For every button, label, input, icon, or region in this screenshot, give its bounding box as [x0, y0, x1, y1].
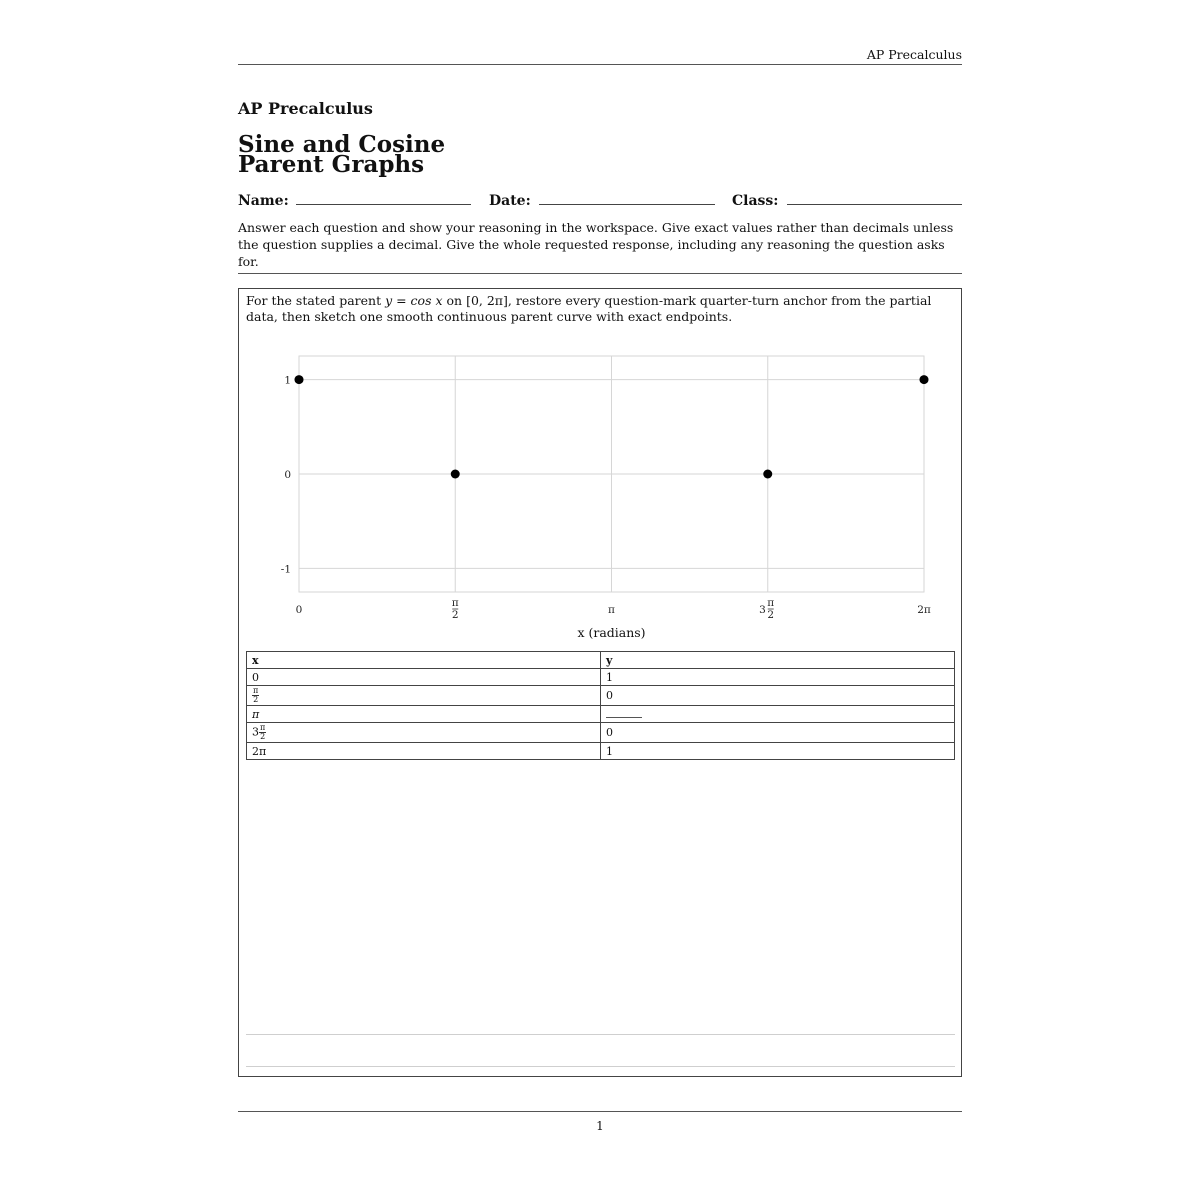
- fraction-denominator: 2: [253, 695, 259, 704]
- x-cell: π: [247, 706, 601, 723]
- table-row: [247, 723, 955, 743]
- y-answer-cell[interactable]: [601, 706, 955, 723]
- x-cell: [247, 723, 601, 743]
- y-cell: 0: [601, 723, 955, 743]
- column-header-x: x: [247, 652, 601, 669]
- data-point: [451, 470, 460, 479]
- y-tick-label: 1: [284, 374, 291, 387]
- x-tick-denominator: 2: [767, 609, 775, 621]
- fraction: [252, 687, 259, 704]
- x-tick-numerator: π: [767, 597, 775, 609]
- fraction-numerator: π: [260, 723, 266, 732]
- fraction-numerator: π: [253, 686, 259, 695]
- values-table: [246, 651, 955, 760]
- fraction: [259, 724, 266, 741]
- title-line-2: Parent Graphs: [238, 151, 425, 178]
- date-field[interactable]: [539, 204, 715, 205]
- prompt-function: y = cos x: [385, 293, 443, 308]
- prompt-text-mid: on: [442, 293, 467, 308]
- workspace-line[interactable]: [246, 1034, 955, 1035]
- prompt-text-start: For the stated parent: [246, 293, 386, 308]
- x-tick-label: π: [608, 604, 615, 616]
- name-label: Name:: [238, 193, 289, 209]
- data-point: [763, 470, 772, 479]
- table-row: [247, 686, 955, 706]
- instructions: Answer each question and show your reasoning in the workspace. Give exact values rather than decimals unless the question supplies a decimal. Give the whole requested response, including any reasoning the question asks for.: [238, 220, 954, 269]
- class-field[interactable]: [787, 204, 962, 205]
- x-tick-label: 2π: [917, 604, 931, 616]
- x-tick-label: 0: [295, 604, 303, 616]
- running-header: AP Precalculus: [866, 47, 962, 62]
- y-cell: 0: [601, 686, 955, 706]
- cosine-graph[interactable]: [239, 289, 961, 644]
- footer-rule: [238, 1111, 962, 1112]
- header-rule: [238, 64, 962, 65]
- x-cell: 0: [247, 669, 601, 686]
- question-box: [238, 288, 962, 1077]
- data-point: [920, 375, 929, 384]
- workspace-line[interactable]: [246, 1066, 955, 1067]
- title-line-1: Sine and Cosine: [238, 131, 446, 158]
- x-cell: [247, 686, 601, 706]
- worksheet-page: [238, 0, 962, 1200]
- student-fields: [238, 193, 962, 213]
- page-title: [238, 131, 446, 178]
- section-rule: [238, 273, 962, 274]
- name-field[interactable]: [296, 204, 471, 205]
- course-name: AP Precalculus: [238, 99, 373, 118]
- fraction-coefficient: 3: [252, 725, 259, 739]
- prompt-text-end: , restore every question-mark quarter-turn anchor from the partial data, then sketch one smooth continuous parent curve with exact endpoints.: [246, 293, 932, 324]
- date-label: Date:: [489, 193, 531, 209]
- y-cell: 1: [601, 669, 955, 686]
- y-cell: 1: [601, 743, 955, 760]
- x-tick-numerator: π: [451, 597, 459, 609]
- table-row: [247, 706, 955, 723]
- y-tick-label: 0: [284, 469, 291, 481]
- y-tick-label: -1: [280, 563, 291, 576]
- answer-blank[interactable]: [606, 707, 642, 718]
- prompt-interval: [0, 2π]: [466, 293, 508, 308]
- x-tick-coefficient: 3: [759, 604, 766, 616]
- x-cell: 2π: [247, 743, 601, 760]
- fraction-denominator: 2: [260, 732, 266, 741]
- table-row: [247, 743, 955, 760]
- page-number: 1: [596, 1119, 604, 1133]
- data-point: [295, 375, 304, 384]
- table-row: [247, 669, 955, 686]
- column-header-y: y: [601, 652, 955, 669]
- x-axis-title: x (radians): [577, 625, 646, 640]
- table-header-row: [247, 652, 955, 669]
- class-label: Class:: [732, 193, 779, 209]
- x-tick-denominator: 2: [451, 609, 459, 621]
